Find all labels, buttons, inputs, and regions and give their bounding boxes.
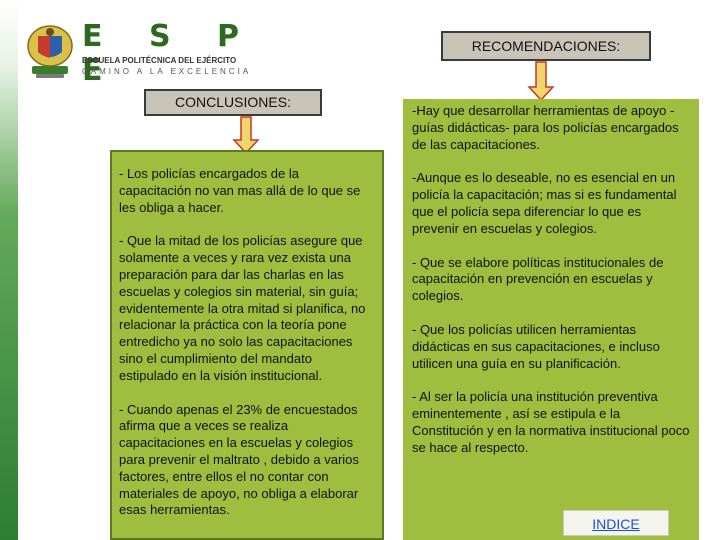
conclusion-item: - Los policías encargados de la capacitación no van mas allá de lo que se les obliga a hacer.	[119, 166, 361, 215]
index-link[interactable]: INDICE	[563, 510, 669, 536]
conclusion-item: - Que la mitad de los policías asegure que solamente a veces y rara vez exista una preparación para dar las charlas en las escuelas y colegios sin material, sin guía; evidentemente la otra mitad si planifica, no relacionar la práctica con la teoría pone entredicho ya no solo las capacitaciones sino el cumplimiento del mandato estipulado en la visión institucional.	[119, 233, 366, 383]
conclusions-header: CONCLUSIONES:	[144, 89, 322, 116]
recommendation-item: - Que los policías utilicen herramientas didácticas en sus capacitaciones, e incluso utilicen una guía en su planificación.	[412, 321, 660, 371]
recommendation-item: - Que se elabore políticas institucionales de capacitación en prevención en escuelas y colegios.	[412, 254, 664, 304]
side-stripe	[0, 0, 18, 540]
recommendation-item: -Hay que desarrollar herramientas de apoyo -guías didácticas- para los policías encargados de las capacitaciones.	[412, 103, 679, 152]
brand-motto: CAMINO A LA EXCELENCIA	[82, 67, 252, 76]
down-arrow-icon	[232, 116, 260, 154]
brand-subtitle: ESCUELA POLITÉCNICA DEL EJÉRCITO	[82, 56, 237, 65]
recommendation-item: - Al ser la policía una institución preventiva eminentemente , así se estipula e la Constitución y en la normativa institucional poco se hace al respecto.	[412, 389, 690, 455]
conclusion-item: - Cuando apenas el 23% de encuestados afirma que a veces se realiza capacitaciones en la escuelas y colegios para prevenir el maltrato , debido a varios factores, entre ellos el no contar con materiales de apoyo, no obliga a elaborar esas herramientas.	[119, 401, 359, 518]
brand-title: E S P E	[82, 19, 257, 88]
recommendations-header: RECOMENDACIONES:	[441, 31, 651, 61]
espe-logo	[20, 16, 260, 88]
recommendations-panel	[403, 99, 699, 540]
recommendation-item: -Aunque es lo deseable, no es esencial en un policía la capacitación; mas si es fundamental que el policía sepa diferenciar lo que es prevenir en escuelas y colegios.	[412, 170, 677, 236]
conclusions-panel	[110, 150, 384, 540]
down-arrow-icon	[527, 61, 555, 101]
crest-icon	[24, 22, 76, 80]
